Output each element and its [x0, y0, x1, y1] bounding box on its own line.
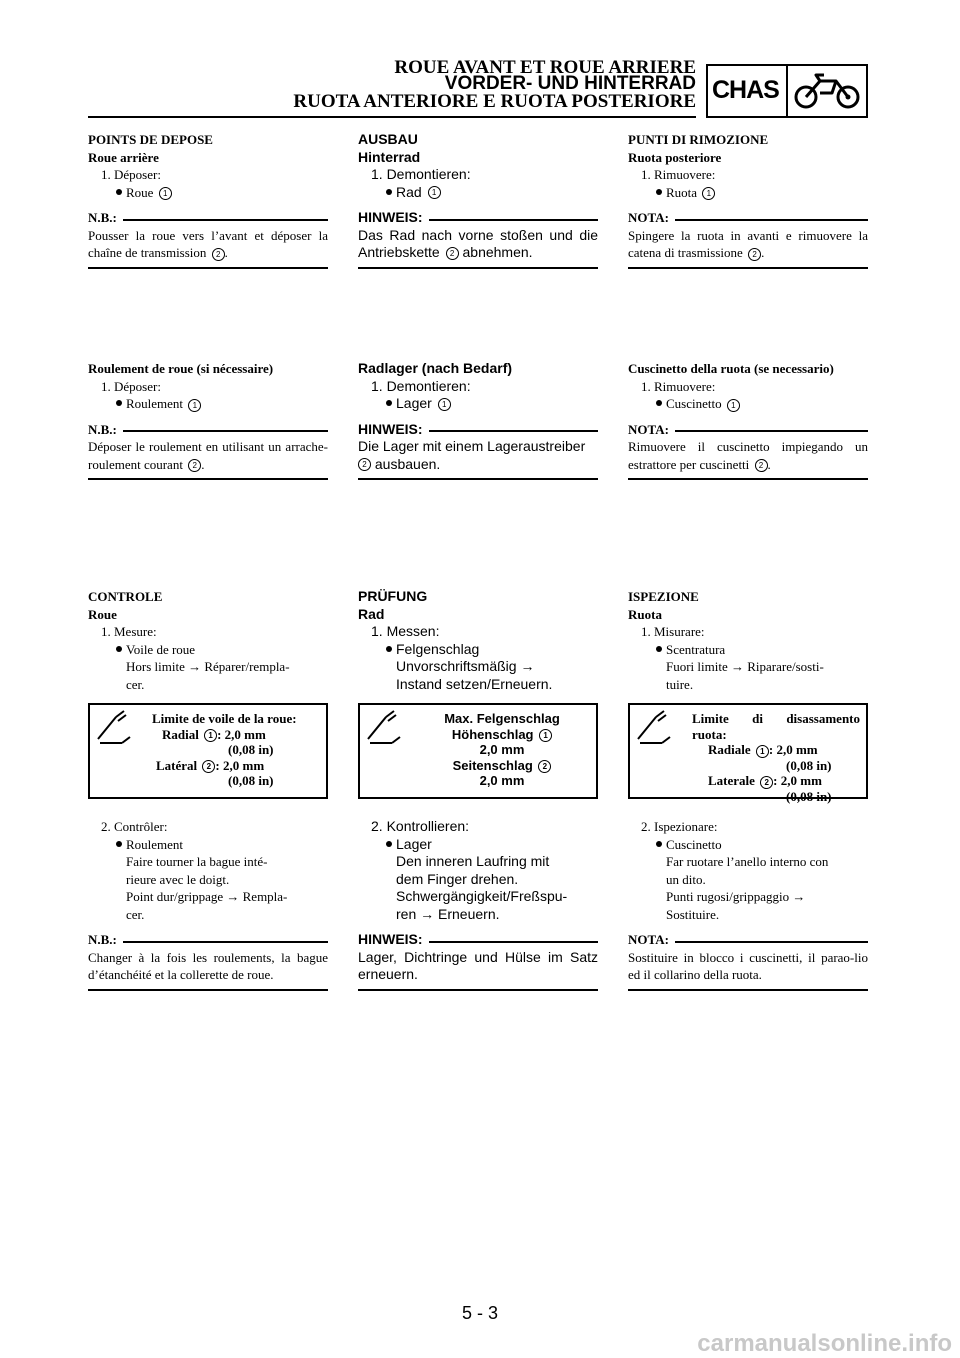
detail-line: cer.: [126, 676, 145, 692]
note-content-end: ausbauen.: [374, 455, 441, 472]
detail-line: Hors limite → Réparer/rempla-: [126, 659, 290, 674]
note-content: Spingere la ruota in avanti e rimuovere la catena di trasmissione: [628, 227, 868, 260]
detail-line: Instand setzen/Erneuern.: [396, 675, 553, 692]
list-item: [628, 641, 868, 659]
spec-lateral: [692, 773, 860, 789]
column-de-4: [358, 818, 598, 991]
note-content: Déposer le roulement en utilisant un arrache-roulement courant: [88, 439, 328, 472]
note-text: Pousser la roue vers l’avant et déposer la chaîne de transmission 2 .: [88, 227, 328, 269]
detail-line: Schwergängigkeit/Freßspu-: [396, 888, 568, 904]
note-header: [628, 421, 868, 439]
note-header: [358, 931, 598, 949]
note-label: NOTA:: [628, 932, 669, 947]
column-fr-3: [88, 588, 328, 693]
marker-1: 1: [727, 399, 740, 412]
section-title: PRÜFUNG: [358, 588, 428, 604]
section-title: Cuscinetto della ruota (se necessario): [628, 361, 834, 376]
detail-line: Faire tourner la bague inté-: [126, 854, 268, 869]
note-header: [358, 209, 598, 227]
detail-line: tuire.: [666, 676, 694, 692]
detail-line: Far ruotare l’anello interno con: [666, 854, 829, 869]
spec-inch: (0,08 in): [228, 773, 274, 789]
note-header: [628, 209, 868, 227]
section-title: ISPEZIONE: [628, 589, 699, 604]
marker-2: 2: [358, 458, 371, 471]
spec-value: : 2,0 mm: [773, 773, 822, 789]
note-label: NOTA:: [628, 210, 669, 225]
step: 2. Ispezionare:: [641, 819, 718, 834]
spec-box-fr: [88, 703, 328, 799]
spec-label: Seitenschlag: [452, 757, 533, 773]
spec-title-2: ruota:: [692, 726, 727, 742]
subsection-title: Ruota posteriore: [628, 149, 722, 165]
column-fr-4: [88, 818, 328, 991]
item-label: Felgenschlag: [396, 640, 480, 657]
section-title: POINTS DE DEPOSE: [88, 132, 213, 147]
section-title: CONTROLE: [88, 589, 163, 604]
subsection-title: Ruota: [628, 606, 662, 622]
section-title: Radlager (nach Bedarf): [358, 360, 513, 376]
step: 1. Demontieren:: [371, 166, 471, 182]
item-label: Scentratura: [666, 641, 726, 657]
list-item: [358, 184, 598, 202]
step: 1. Déposer:: [101, 167, 161, 182]
step: 2. Contrôler:: [101, 819, 168, 834]
item-label: Roue: [126, 184, 154, 200]
list-item: [628, 395, 868, 413]
detail-line: Sostituire.: [666, 906, 720, 922]
list-item: [88, 184, 328, 202]
watermark: carmanualsonline.info: [697, 1330, 952, 1357]
list-item: [358, 836, 598, 854]
column-fr: [88, 131, 328, 269]
page-number: 5 - 3: [461, 1303, 499, 1323]
spec-value: : 2,0 mm: [217, 726, 266, 742]
detail-line: ren → Erneuern.: [396, 905, 500, 922]
spec-title: Max. Felgenschlag: [444, 711, 560, 726]
spec-box-de: [358, 703, 598, 799]
list-item: [88, 395, 328, 413]
spec-radial: [152, 727, 297, 743]
motorcycle-icon: [792, 71, 862, 111]
spec-inch: (0,08 in): [228, 742, 274, 758]
list-item: [628, 184, 868, 202]
subsection-title: Hinterrad: [358, 148, 421, 165]
note-text: Déposer le roulement en utilisant un arrache-roulement courant 2 .: [88, 438, 328, 480]
step: 1. Rimuovere:: [641, 378, 716, 394]
marker-2: 2: [202, 760, 215, 773]
header-rule: [88, 116, 696, 118]
note-text: Changer à la fois les roulements, la bague d’étanchéité et la collerette de roue.: [88, 949, 328, 991]
column-de: [358, 131, 598, 269]
title-fr: ROUE AVANT ET ROUE ARRIERE: [394, 57, 696, 78]
wrench-icon: [634, 709, 674, 749]
step: 1. Déposer:: [101, 378, 161, 394]
spec-lateral: [152, 758, 297, 774]
marker-2: 2: [760, 776, 773, 789]
note-label: N.B.:: [88, 932, 117, 947]
spec-value: : 2,0 mm: [215, 757, 265, 773]
spec-text: [692, 711, 860, 804]
note-text: [358, 227, 598, 269]
spec-text: [152, 711, 297, 789]
note-text: Sostituire in blocco i cuscinetti, il parao-lio ed il collarino della ruota.: [628, 949, 868, 991]
title-it: RUOTA ANTERIORE E RUOTA POSTERIORE: [293, 91, 696, 112]
note-label: NOTA:: [628, 421, 669, 437]
marker-1: 1: [428, 186, 441, 199]
note-text: Rimuovere il cuscinetto impiegando un estrattore per cuscinetti 2 .: [628, 438, 868, 480]
marker-1: 1: [539, 729, 552, 742]
item-label: Roulement: [126, 836, 184, 852]
list-item: [88, 641, 328, 659]
spec-radial: [422, 727, 582, 743]
list-item: [628, 836, 868, 854]
spec-value: 2,0 mm: [479, 742, 525, 757]
marker-2: 2: [446, 247, 459, 260]
detail-line: un dito.: [666, 871, 706, 887]
note-label: HINWEIS:: [358, 931, 423, 947]
marker-2: 2: [188, 459, 201, 472]
item-label: Ruota: [666, 184, 698, 200]
spec-value: : 2,0 mm: [768, 742, 818, 757]
step: 1. Messen:: [371, 623, 440, 639]
note-label: N.B.:: [88, 421, 117, 437]
note-text: Spingere la ruota in avanti e rimuovere la catena di trasmissione 2 .: [628, 227, 868, 269]
item-label: Lager: [396, 395, 432, 411]
spec-label: Radial: [162, 726, 199, 742]
detail-line: Den inneren Laufring mit: [396, 853, 550, 869]
note-header: [358, 421, 598, 439]
spec-box-it: [628, 703, 868, 804]
item-label: Cuscinetto: [666, 836, 722, 852]
column-fr-2: [88, 360, 328, 480]
note-content: Rimuovere il cuscinetto impiegando un estrattore per cuscinetti: [628, 439, 868, 472]
note-text: Lager, Dichtringe und Hülse im Satz erneuern.: [358, 949, 598, 991]
spec-value: 2,0 mm: [479, 773, 525, 788]
item-label: Roulement: [126, 396, 184, 411]
note-content-end: abnehmen.: [462, 244, 533, 260]
badge-label: CHAS: [712, 76, 779, 104]
section-title: PUNTI DI RIMOZIONE: [628, 132, 769, 147]
wrench-icon: [364, 709, 404, 749]
detail-line: Fuori limite → Riparare/sosti-: [666, 659, 824, 674]
step: 1. Misurare:: [641, 624, 705, 639]
section-title: Roulement de roue (si nécessaire): [88, 361, 274, 376]
badge-divider: [786, 66, 788, 116]
spec-text: [422, 711, 582, 789]
list-item: [88, 836, 328, 854]
column-it-3: [628, 588, 868, 693]
spec-lateral: [422, 758, 582, 774]
spec-label: Höhenschlag: [451, 726, 534, 742]
wrench-icon: [94, 709, 134, 749]
note-header: [88, 931, 328, 949]
detail-line: dem Finger drehen.: [396, 870, 519, 887]
marker-2: 2: [748, 248, 761, 261]
spec-radial: [692, 742, 860, 758]
column-it-4: [628, 818, 868, 991]
chas-badge: [706, 64, 868, 118]
marker-1: 1: [702, 187, 715, 200]
subsection-title: Rad: [358, 605, 385, 622]
step: 1. Rimuovere:: [641, 167, 716, 182]
note-content: Pousser la roue vers l’avant et déposer la chaîne de transmission: [88, 227, 328, 260]
column-it-2: [628, 360, 868, 480]
detail-line: rieure avec le doigt.: [126, 871, 230, 887]
detail-line: Punti rugosi/grippaggio →: [666, 889, 806, 904]
subsection-title: Roue arrière: [88, 149, 159, 165]
note-header: [88, 421, 328, 439]
marker-1: 1: [159, 187, 172, 200]
column-de-2: [358, 360, 598, 480]
title-de: VORDER- UND HINTERRAD: [444, 73, 696, 94]
spec-inch: (0,08 in): [786, 757, 832, 773]
column-de-3: [358, 588, 598, 693]
item-label: Lager: [396, 835, 432, 852]
subsection-title: Roue: [88, 606, 117, 622]
spec-title: Limite di disassamento: [692, 711, 860, 726]
marker-2: 2: [212, 248, 225, 261]
list-item: [358, 641, 598, 659]
note-label: HINWEIS:: [358, 209, 423, 225]
item-label: Voile de roue: [126, 641, 196, 657]
note-content: Die Lager mit einem Lageraustreiber: [358, 438, 586, 454]
detail-line: cer.: [126, 906, 145, 922]
note-text: [358, 438, 598, 480]
detail-line: Point dur/grippage → Rempla-: [126, 889, 288, 904]
note-label: N.B.:: [88, 210, 117, 225]
marker-2: 2: [538, 760, 551, 773]
note-header: [88, 209, 328, 227]
item-label: Cuscinetto: [666, 396, 722, 411]
marker-1: 1: [204, 729, 217, 742]
marker-1: 1: [438, 398, 451, 411]
marker-1: 1: [188, 399, 201, 412]
step: 1. Demontieren:: [371, 377, 471, 394]
item-label: Rad: [396, 183, 422, 200]
column-it: [628, 131, 868, 269]
note-content: Das Rad nach vorne stoßen und die Antriebskette: [358, 226, 598, 260]
note-header: [628, 931, 868, 949]
spec-label: Laterale: [708, 773, 755, 789]
spec-label: Radiale: [708, 742, 751, 757]
section-title: AUSBAU: [358, 131, 418, 147]
spec-title: Limite de voile de la roue:: [152, 711, 297, 726]
list-item: [358, 395, 598, 413]
spec-inch: (0,08 in): [786, 788, 832, 804]
detail-line: Unvorschriftsmäßig →: [396, 658, 535, 674]
marker-1: 1: [756, 745, 769, 758]
marker-2: 2: [755, 459, 768, 472]
step: 1. Mesure:: [101, 624, 157, 639]
spec-label: Latéral: [156, 757, 198, 773]
note-label: HINWEIS:: [358, 420, 423, 437]
step: 2. Kontrollieren:: [371, 818, 470, 834]
